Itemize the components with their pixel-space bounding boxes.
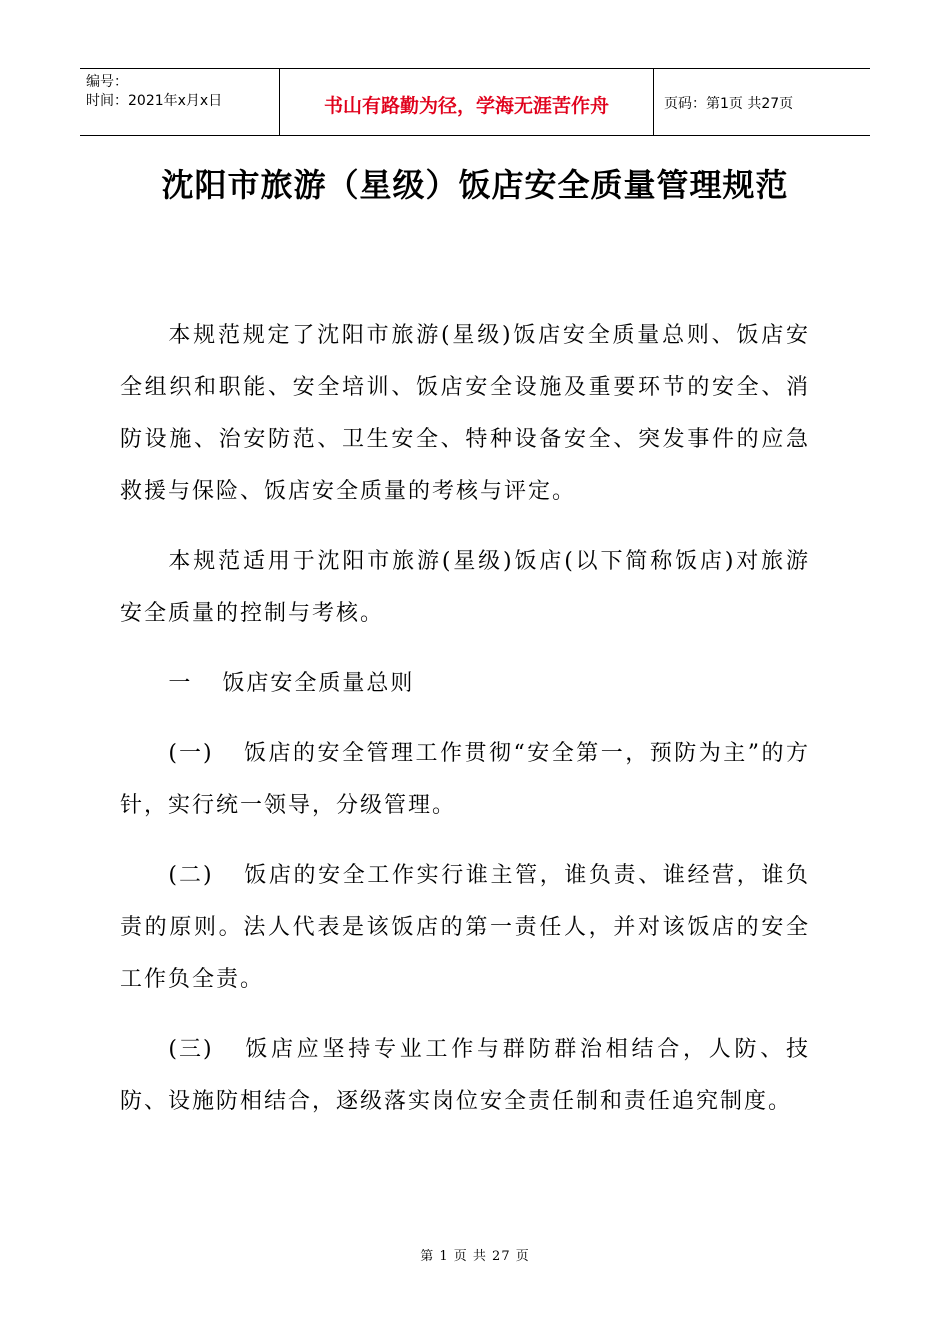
paragraph <box>120 310 810 518</box>
section-number: 一 <box>168 671 193 696</box>
clause-text: 饭店应坚持专业工作与群防群治相结合，人防、技防、设施防相结合，逐级落实岗位安全责任制和责任追究制度。 <box>120 1037 810 1114</box>
section-heading <box>120 658 810 710</box>
document-number-label: 编号： <box>86 74 128 90</box>
clause-number: (三) <box>168 1037 214 1062</box>
clause-paragraph <box>120 728 810 832</box>
document-header <box>80 68 870 136</box>
clause-text: 饭店的安全工作实行谁主管，谁负责、谁经营，谁负责的原则。法人代表是该饭店的第一责任人，并对该饭店的安全工作负全责。 <box>120 863 810 992</box>
document-body <box>120 310 810 1146</box>
header-motto: 书山有路勤为径，学海无涯苦作舟 <box>280 69 654 135</box>
paragraph <box>120 536 810 640</box>
header-page-number: 页码：第1页 共27页 <box>664 96 794 112</box>
clause-paragraph <box>120 850 810 1006</box>
clause-number: (二) <box>168 863 214 888</box>
paragraph-text: 本规范规定了沈阳市旅游(星级)饭店安全质量总则、饭店安全组织和职能、安全培训、饭店安全设施及重要环节的安全、消防设施、治安防范、卫生安全、特种设备安全、突发事件的应急救援与保险、饭店安全质量的考核与评定。 <box>120 323 810 504</box>
header-info <box>80 69 280 135</box>
section-title: 饭店安全质量总则 <box>222 671 415 696</box>
page-footer: 第 1 页 共 27 页 <box>420 1249 530 1264</box>
paragraph-text: 本规范适用于沈阳市旅游(星级)饭店(以下简称饭店)对旅游安全质量的控制与考核。 <box>120 549 810 626</box>
clause-paragraph <box>120 1024 810 1128</box>
document-title: 沈阳市旅游（星级）饭店安全质量管理规范 <box>161 166 789 204</box>
clause-text: 饭店的安全管理工作贯彻“安全第一，预防为主”的方针，实行统一领导，分级管理。 <box>120 741 810 818</box>
clause-number: (一) <box>168 741 214 766</box>
document-time-label: 时间：2021年x月x日 <box>86 93 223 109</box>
